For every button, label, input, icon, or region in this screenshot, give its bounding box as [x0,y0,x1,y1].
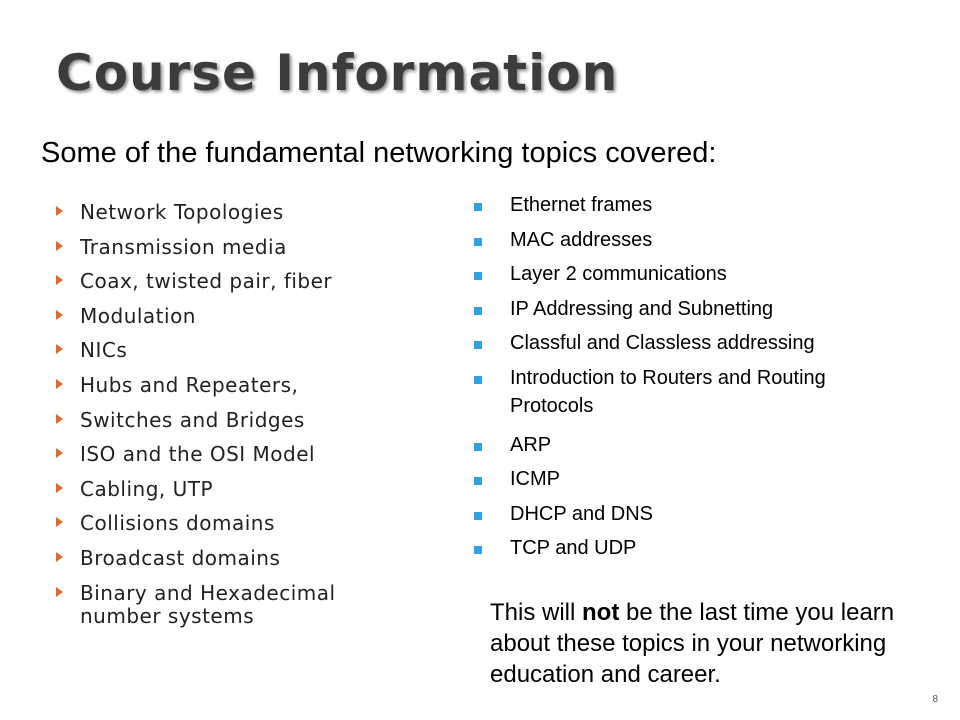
list-item [54,512,374,535]
list-item [54,236,374,259]
list-item [54,201,374,224]
list-item [472,295,892,323]
square-bullet-icon [474,307,482,315]
list-item [54,270,374,293]
square-bullet-icon [474,341,482,349]
page-number: 8 [932,694,938,705]
right-topic-list [472,191,892,569]
triangle-bullet-icon [56,310,63,320]
square-bullet-icon [474,376,482,384]
list-item [472,329,892,357]
list-item [472,191,892,219]
slide-subtitle: Some of the fundamental networking topics covered: [41,137,717,169]
square-bullet-icon [474,443,482,451]
triangle-bullet-icon [56,379,63,389]
topic-text: Modulation [80,303,196,328]
list-item [472,534,892,562]
triangle-bullet-icon [56,587,63,597]
topic-text: Network Topologies [80,200,284,224]
topic-text: Ethernet frames [510,194,653,216]
triangle-bullet-icon [56,552,63,562]
list-item [472,500,892,528]
left-topic-list [54,201,374,639]
topic-text: ICMP [510,468,560,490]
topic-text: Collisions domains [80,511,275,536]
list-item [472,260,892,288]
list-item [472,465,892,493]
topic-text: Transmission media [80,234,287,259]
list-item [54,547,374,570]
topic-text: Broadcast domains [80,545,281,570]
topic-text: TCP and UDP [510,537,637,559]
list-item [54,409,374,432]
list-item [472,364,892,420]
topic-text: Switches and Bridges [80,407,305,432]
topic-text: ARP [510,433,552,456]
square-bullet-icon [474,203,482,211]
slide-title: Course Information [56,44,619,102]
triangle-bullet-icon [56,275,63,285]
topic-text: Binary and Hexadecimal number systems [80,580,336,628]
triangle-bullet-icon [56,344,63,354]
square-bullet-icon [474,477,482,485]
note-emphasis: not [582,599,620,626]
triangle-bullet-icon [56,448,63,458]
topic-text: NICs [80,338,128,363]
topic-text: Introduction to Routers and Routing Protocols [510,366,826,417]
topic-text: Classful and Classless addressing [510,332,815,354]
topic-text: Hubs and Repeaters, [80,372,299,397]
triangle-bullet-icon [56,414,63,424]
list-item [54,305,374,328]
topic-text: Layer 2 communications [510,263,727,285]
topic-text: ISO and the OSI Model [80,442,316,467]
list-item [54,374,374,397]
square-bullet-icon [474,238,482,246]
square-bullet-icon [474,272,482,280]
topic-text: Coax, twisted pair, fiber [80,269,333,294]
list-item [472,431,892,459]
topic-text: IP Addressing and Subnetting [510,297,774,320]
list-item [54,443,374,466]
closing-note [490,597,920,690]
triangle-bullet-icon [56,206,63,216]
topic-text: MAC addresses [510,228,653,251]
list-item [472,226,892,254]
note-text-before: This will [490,599,583,626]
list-item [54,478,374,501]
square-bullet-icon [474,546,482,554]
list-item [54,339,374,362]
triangle-bullet-icon [56,517,63,527]
square-bullet-icon [474,512,482,520]
note-text-after: be the last time you learn about these topics in your networking education and career. [490,599,895,688]
topic-text: Cabling, UTP [80,476,214,501]
triangle-bullet-icon [56,483,63,493]
list-item [54,582,374,628]
topic-text: DHCP and DNS [510,502,654,525]
triangle-bullet-icon [56,241,63,251]
